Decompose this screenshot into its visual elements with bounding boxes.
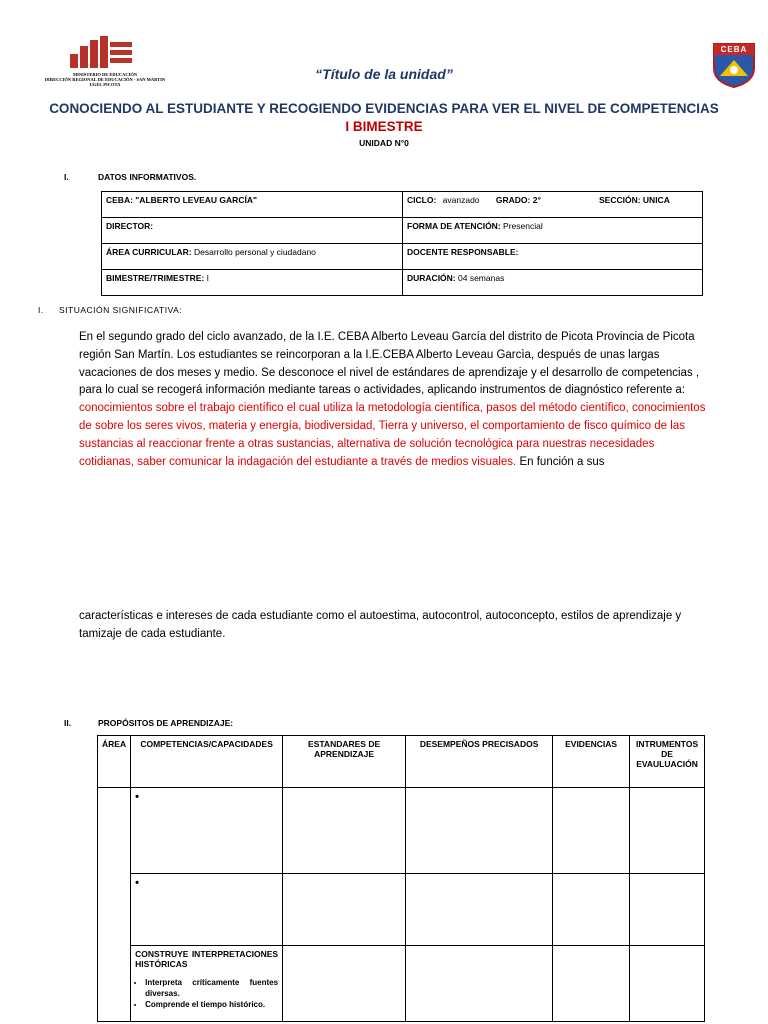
area-label: ÁREA CURRICULAR:	[106, 247, 192, 257]
ciclo-label: CICLO:	[407, 195, 437, 205]
instrument-cell	[630, 788, 705, 874]
header-desempenos: DESEMPEÑOS PRECISADOS	[406, 736, 553, 788]
duracion-value: 04 semanas	[458, 273, 505, 283]
situation-title: SITUACIÓN SIGNIFICATIVA:	[59, 305, 183, 315]
bimestre-cell	[102, 270, 403, 296]
competence-cell	[131, 788, 283, 874]
ministry-logo	[40, 36, 170, 92]
unit-title: “Título de la unidad”	[315, 66, 453, 82]
bullet-point: •	[135, 877, 139, 889]
bimestre-label: BIMESTRE/TRIMESTRE:	[106, 273, 205, 283]
duracion-cell	[403, 270, 703, 296]
performance-cell	[406, 946, 553, 1022]
header-evidencias: EVIDENCIAS	[553, 736, 630, 788]
purposes-row	[98, 874, 705, 946]
director-label: DIRECTOR:	[106, 221, 154, 231]
ministry-line-2: DIRECCIÓN REGIONAL DE EDUCACIÓN - SAN MARTIN	[44, 77, 166, 82]
situation-text-red: conocimientos sobre el trabajo científico el cual utiliza la metodología científica, pasos del método científico, conocimientos de sobre los seres vivos, materia y energía, biodiversidad, Tierra y universo, el comportamiento de fisco químico de las sustancias al reaccionar frente a otras sustancias, alternativa de solución tecnológica para nuestras necesidades cotidianas, saber comunicar la indagación del estudiante a través de medios visuales.	[79, 402, 706, 468]
competence-title: CONSTRUYE INTERPRETACIONES HISTÓRICAS	[135, 949, 279, 969]
header-area: ÁREA	[98, 736, 131, 788]
ministry-line-3: UGEL PICOTA	[89, 82, 121, 87]
info-row	[102, 244, 703, 270]
purposes-row	[98, 946, 705, 1022]
info-table	[101, 191, 703, 296]
situation-continuation: características e intereses de cada estudiante como el autoestima, autocontrol, autoconcepto, estilos de aprendizaje y tamizaje de cada estudiante.	[79, 610, 682, 640]
capacity-item: • Interpreta críticamente fuentes diversas.	[145, 977, 278, 999]
instrument-cell	[630, 874, 705, 946]
section2-title: PROPÓSITOS DE APRENDIZAJE:	[98, 718, 234, 728]
main-title: CONOCIENDO AL ESTUDIANTE Y RECOGIENDO EVIDENCIAS PARA VER EL NIVEL DE COMPETENCIAS	[49, 101, 719, 116]
situation-text-2: En función a sus	[516, 455, 605, 468]
competence-cell	[131, 874, 283, 946]
standards-cell	[283, 788, 406, 874]
capacity-list	[135, 977, 278, 1010]
ministry-line-1: MINISTERIO DE EDUCACIÓN	[72, 72, 138, 77]
evidence-cell	[553, 946, 630, 1022]
instrument-cell	[630, 946, 705, 1022]
bimester-title: I BIMESTRE	[345, 119, 423, 134]
section1-numeral: I.	[64, 172, 69, 182]
docente-cell	[403, 244, 703, 270]
unit-number: UNIDAD N°0	[359, 138, 409, 148]
info-row	[102, 218, 703, 244]
header-estandares: ESTANDARES DE APRENDIZAJE	[283, 736, 406, 788]
section1-title: DATOS INFORMATIVOS.	[98, 172, 197, 182]
duracion-label: DURACIÓN:	[407, 273, 456, 283]
ciclo-cell	[403, 192, 703, 218]
header-instrumentos: INTRUMENTOS DE EVAULUACIÓN	[630, 736, 705, 788]
evidence-cell	[553, 788, 630, 874]
docente-label: DOCENTE RESPONSABLE:	[407, 247, 519, 257]
forma-atencion-label: FORMA DE ATENCIÓN:	[407, 221, 501, 231]
performance-cell	[406, 874, 553, 946]
seccion-label: SECCIÓN: UNICA	[599, 195, 670, 205]
area-cell	[102, 244, 403, 270]
situation-numeral: I.	[38, 305, 44, 315]
ciclo-value: avanzado	[442, 195, 480, 205]
ceba-label: CEBA: "ALBERTO LEVEAU GARCÍA"	[106, 195, 257, 205]
header-competencias: COMPETENCIAS/CAPACIDADES	[131, 736, 283, 788]
performance-cell	[406, 788, 553, 874]
purposes-table	[97, 735, 705, 1022]
purposes-header-row	[98, 736, 705, 788]
area-value: Desarrollo personal y ciudadano	[194, 247, 316, 257]
ministry-building-icon	[70, 36, 142, 68]
evidence-cell	[553, 874, 630, 946]
situation-text-1: En el segundo grado del ciclo avanzado, de la I.E. CEBA Alberto Leveau García del distrito de Picota Provincia de Picota región San Martín. Los estudiantes se reincorporan a la I.E.CEBA Alberto Leveau Garcìa, después de unas largas vacaciones de dos meses y medio. Se desconoce el nivel de estándares de aprendizaje y el desarrollo de competencias , para lo cual se recogerá información mediante tareas o actividades, aplicando instrumentos de diagnóstico referente a:	[79, 331, 700, 397]
standards-cell	[283, 946, 406, 1022]
competence-cell	[131, 946, 283, 1022]
ceba-badge-text: CEBA	[720, 45, 748, 54]
director-cell	[102, 218, 403, 244]
capacity-item: • Comprende el tiempo histórico.	[145, 999, 278, 1010]
ceba-cell	[102, 192, 403, 218]
forma-atencion-cell	[403, 218, 703, 244]
forma-atencion-value: Presencial	[503, 221, 543, 231]
standards-cell	[283, 874, 406, 946]
situation-paragraph	[79, 329, 709, 471]
bullet-point: •	[135, 791, 139, 803]
area-cell	[98, 788, 131, 1022]
info-row	[102, 270, 703, 296]
bimestre-value: I	[206, 273, 209, 283]
grado-label: GRADO: 2°	[495, 195, 541, 205]
section2-numeral: II.	[64, 718, 72, 728]
purposes-row	[98, 788, 705, 874]
info-row	[102, 192, 703, 218]
